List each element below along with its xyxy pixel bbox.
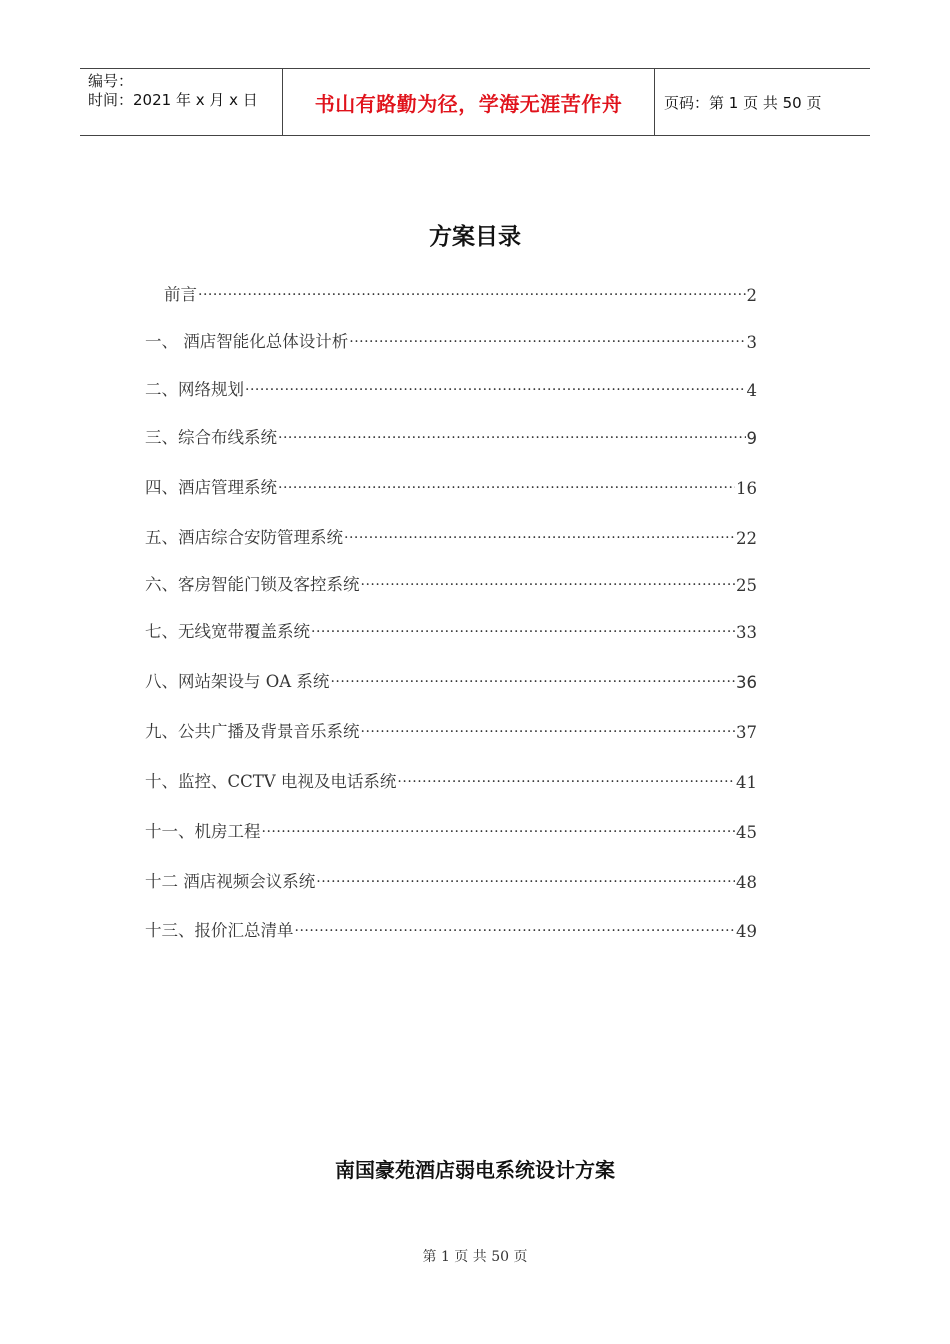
toc-item-page: 4 — [746, 381, 757, 400]
toc-item-label: 一、 酒店智能化总体设计析 — [145, 332, 349, 351]
toc-item[interactable] — [145, 571, 757, 595]
toc-item-page: 49 — [736, 922, 757, 941]
toc-item-label: 九、公共广播及背景音乐系统 — [145, 722, 360, 741]
header-motto-cell — [282, 69, 655, 135]
toc-leader-dots — [278, 478, 735, 498]
toc-item[interactable] — [145, 668, 757, 692]
toc-item-label: 六、客房智能门锁及客控系统 — [145, 575, 360, 594]
date-label: 时间：2021 年 x 月 x 日 — [88, 91, 258, 109]
toc-title: 方案目录 — [429, 224, 521, 250]
toc-item[interactable] — [145, 376, 757, 400]
toc-item-label: 七、无线宽带覆盖系统 — [145, 622, 310, 641]
toc-leader-dots — [361, 722, 736, 742]
toc-item[interactable] — [145, 718, 757, 742]
toc-leader-dots — [245, 380, 746, 400]
toc-item-page: 3 — [746, 333, 757, 352]
toc-item[interactable] — [145, 818, 757, 842]
toc-item[interactable] — [145, 524, 757, 548]
toc-leader-dots — [361, 575, 736, 595]
toc-item-label: 十二 酒店视频会议系统 — [145, 872, 316, 891]
toc-item[interactable] — [145, 474, 757, 498]
toc-leader-dots — [311, 622, 735, 642]
toc-item-page: 9 — [746, 429, 757, 448]
toc-item-label: 二、网络规划 — [145, 380, 244, 399]
toc-leader-dots — [349, 332, 745, 352]
toc-item-label: 五、酒店综合安防管理系统 — [145, 528, 343, 547]
toc-item[interactable] — [145, 768, 757, 792]
header-table — [80, 68, 870, 136]
header-page-info — [655, 69, 870, 135]
toc-item-label: 四、酒店管理系统 — [145, 478, 277, 497]
toc-item[interactable] — [164, 281, 757, 305]
toc-item-page: 25 — [736, 576, 757, 595]
toc-leader-dots — [262, 822, 736, 842]
number-label: 编号： — [88, 72, 134, 90]
toc-item-label: 前言 — [164, 285, 197, 304]
toc-item[interactable] — [145, 328, 757, 352]
toc-item-page: 2 — [746, 286, 757, 305]
toc-item[interactable] — [145, 618, 757, 642]
toc-item-label: 十、监控、CCTV 电视及电话系统 — [145, 772, 397, 791]
toc-item-label: 十一、机房工程 — [145, 822, 261, 841]
toc-leader-dots — [278, 428, 746, 448]
toc-item-label: 十三、报价汇总清单 — [145, 921, 294, 940]
toc-item-page: 41 — [736, 773, 757, 792]
toc-item[interactable] — [145, 917, 757, 941]
toc-item-label: 八、网站架设与 OA 系统 — [145, 672, 330, 691]
toc-leader-dots — [295, 921, 736, 941]
toc-item[interactable] — [145, 868, 757, 892]
toc-item-page: 22 — [736, 529, 757, 548]
page-info-text: 页码：第 1 页 共 50 页 — [664, 93, 822, 112]
toc-leader-dots — [316, 872, 735, 892]
motto-text: 书山有路勤为径，学海无涯苦作舟 — [314, 91, 623, 116]
toc-item-page: 48 — [736, 873, 757, 892]
document-title: 南国豪苑酒店弱电系统设计方案 — [335, 1158, 615, 1182]
toc-item-page: 16 — [736, 479, 757, 498]
page-footer: 第 1 页 共 50 页 — [422, 1249, 528, 1265]
toc-item-page: 36 — [736, 673, 757, 692]
toc-leader-dots — [397, 772, 735, 792]
toc-leader-dots — [330, 672, 735, 692]
toc-leader-dots — [344, 528, 735, 548]
toc-item-page: 37 — [736, 723, 757, 742]
toc-item-label: 三、综合布线系统 — [145, 428, 277, 447]
toc-item-page: 45 — [736, 823, 757, 842]
toc-leader-dots — [198, 285, 746, 305]
toc-item-page: 33 — [736, 623, 757, 642]
header-meta — [80, 69, 282, 135]
toc-item[interactable] — [145, 424, 757, 448]
